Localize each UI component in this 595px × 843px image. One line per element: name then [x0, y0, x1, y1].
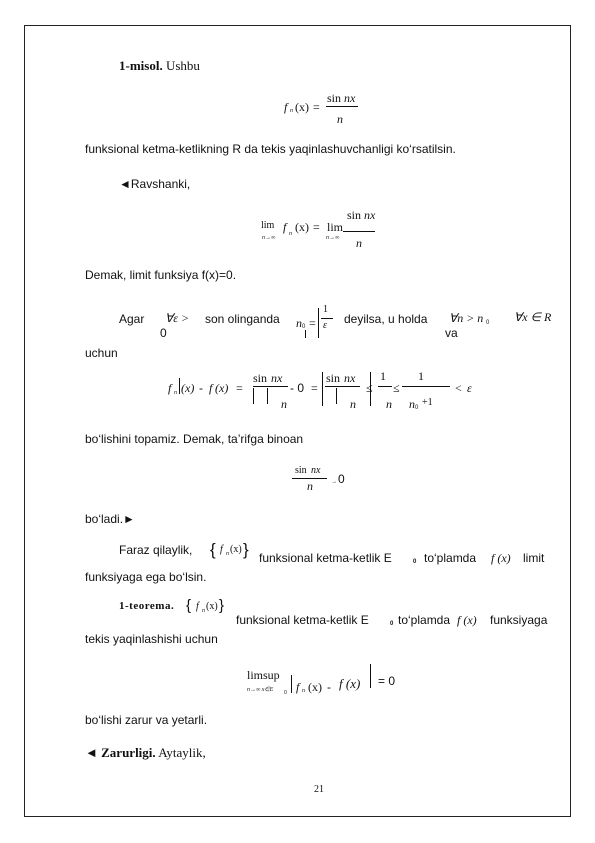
equals: =: [313, 100, 320, 114]
abs-left: [291, 675, 292, 693]
floor-bracket-left: [305, 330, 306, 338]
n-subscript: n: [202, 608, 205, 614]
forall-x: ∀x ∈ R: [514, 310, 552, 324]
one-2: 1: [418, 369, 424, 383]
denominator: n: [356, 236, 362, 250]
sin: sin: [327, 91, 342, 105]
e-subscript: 0: [390, 621, 394, 627]
x-arg: (x): [206, 601, 218, 612]
brace-right: }: [243, 540, 249, 559]
x-arg: (x): [181, 381, 195, 395]
argument: (x): [295, 100, 309, 114]
n-sub-0: 0: [486, 320, 490, 326]
paragraph-4: bo‘ladi.►: [85, 512, 135, 526]
funksional-text: funksional ketma-ketlik E: [259, 551, 392, 565]
n-subscript: n: [226, 551, 229, 557]
paragraph-1: funksional ketma-ketlikning R da tekis yaqinlashuvchanligi ko‘rsatilsin.: [85, 142, 456, 156]
fraction-bar: [326, 106, 358, 107]
one: 1: [323, 304, 328, 315]
example-intro: Ushbu: [165, 58, 200, 73]
f-symbol: f: [196, 601, 199, 612]
nx-2: nx: [344, 371, 356, 385]
e0-subscript: 0: [284, 690, 287, 696]
n0-subscript: 0: [302, 324, 306, 330]
paragraph-3: bo‘lishini topamiz. Demak, ta’rifga binoan: [85, 432, 304, 446]
limit-word: limit: [523, 551, 545, 565]
fraction-bar-4: [402, 386, 450, 387]
plus-one: +1: [422, 397, 433, 408]
sin: sin: [295, 465, 307, 476]
example-heading: [119, 58, 200, 74]
fx: f (x): [457, 613, 477, 627]
theorem-label: 1-teorema.: [119, 600, 175, 612]
equals: =: [309, 316, 316, 330]
minus: -: [327, 680, 331, 694]
x-arg: (x): [308, 680, 322, 694]
funksiyaga-word: funksiyaga: [490, 613, 548, 627]
fx: f (x): [491, 551, 511, 565]
abs-bar-3: [322, 372, 323, 406]
brace-left: {: [186, 597, 192, 614]
equals: =: [313, 220, 320, 234]
fraction-bar: [321, 318, 333, 319]
nx: nx: [364, 208, 376, 222]
theorem-line-2: tekis yaqinlashishi uchun: [85, 632, 218, 646]
epsilon: ε: [323, 320, 327, 331]
e-subscript: 0: [413, 559, 417, 565]
funksional-text: funksional ketma-ketlik E: [236, 613, 369, 627]
va-word: va: [445, 326, 458, 340]
sin-2: sin: [326, 371, 341, 385]
n-subscript: n: [302, 688, 305, 694]
limsup-subscript: n→∞ x∈E: [247, 687, 274, 693]
f-symbol: f: [284, 100, 288, 114]
minus: -: [199, 381, 203, 395]
fn-symbol: f: [168, 381, 172, 395]
lim-2: lim: [327, 220, 344, 234]
f-symbol: f: [209, 381, 213, 395]
solution-start: ◄Ravshanki,: [119, 177, 191, 191]
arrow-left-icon: ◄: [85, 745, 98, 760]
fraction-bar-2: [325, 386, 360, 387]
argument: (x): [295, 220, 309, 234]
n-subscript: n: [290, 108, 293, 114]
fraction-bar: [343, 231, 375, 232]
n0-denominator-sub: 0: [415, 405, 419, 411]
equals: =: [236, 381, 243, 395]
leq: ≤: [366, 381, 373, 395]
limsup: limsup: [247, 668, 280, 682]
brace-right: }: [219, 597, 225, 614]
toplamda: to‘plamda: [398, 613, 451, 627]
son-olinganda: son olinganda: [205, 312, 280, 326]
forall-n: ∀n > n: [449, 311, 484, 325]
fx-arg: (x): [215, 381, 229, 395]
arrow: →: [331, 479, 337, 485]
one: 1: [380, 369, 386, 383]
nx: nx: [271, 371, 283, 385]
fraction-bar-1: [253, 386, 288, 387]
f-symbol: f: [283, 220, 287, 234]
n0-symbol: n: [296, 316, 302, 330]
page-number: 21: [314, 784, 324, 795]
agar-word: Agar: [119, 312, 145, 326]
zarurligi-line: [85, 745, 206, 761]
fraction-bar-3: [378, 386, 392, 387]
x-arg: (x): [230, 544, 242, 555]
n-subscript: n: [174, 390, 177, 396]
paragraph-2: Demak, limit funksiya f(x)=0.: [85, 268, 237, 282]
equals-zero: = 0: [378, 674, 396, 688]
paragraph-5: bo‘lishi zarur va yetarli.: [85, 713, 208, 727]
zarurligi-label: Zarurligi.: [101, 745, 156, 760]
n0-denominator: n: [409, 397, 415, 411]
toplamda: to‘plamda: [424, 551, 477, 565]
abs-left: [179, 378, 180, 394]
abs-right: [370, 664, 371, 688]
abs-bar-1: [253, 388, 254, 404]
fx: f (x): [339, 676, 361, 691]
uchun-word: uchun: [85, 346, 118, 360]
epsilon: ε: [467, 381, 472, 395]
denominator-3: n: [386, 397, 392, 411]
nx: nx: [311, 465, 321, 476]
abs-bar-2: [267, 388, 268, 404]
equals-2: =: [311, 381, 318, 395]
lim: lim: [261, 220, 275, 231]
denominator-1: n: [281, 397, 287, 411]
denominator: n: [307, 479, 313, 493]
bracket-left: [318, 308, 319, 338]
denominator-2: n: [350, 397, 356, 411]
abs-bar-4: [336, 388, 337, 404]
faraz-line-2: funksiyaga ega bo‘lsin.: [85, 570, 207, 584]
minus-zero: - 0: [290, 381, 305, 395]
example-label: 1-misol.: [119, 58, 163, 73]
sin: sin: [253, 371, 268, 385]
forall-epsilon: ∀ε >: [165, 311, 190, 325]
leq-2: ≤: [393, 381, 400, 395]
brace-left: {: [210, 540, 216, 559]
faraz-word: Faraz qilaylik,: [119, 543, 193, 557]
sin: sin: [347, 208, 362, 222]
nx: nx: [344, 91, 356, 105]
zero: 0: [160, 326, 167, 340]
denominator: n: [337, 112, 343, 126]
n-subscript: n: [289, 231, 292, 237]
f-symbol: f: [220, 544, 223, 555]
less-than: <: [455, 381, 462, 395]
lim-subscript: n→∞: [262, 235, 276, 241]
f-symbol: f: [296, 680, 300, 694]
deyilsa-u-holda: deyilsa, u holda: [344, 312, 428, 326]
zero: 0: [338, 472, 345, 486]
lim-2-subscript: n→∞: [326, 235, 340, 241]
zarurligi-rest: Aytaylik,: [158, 745, 206, 760]
